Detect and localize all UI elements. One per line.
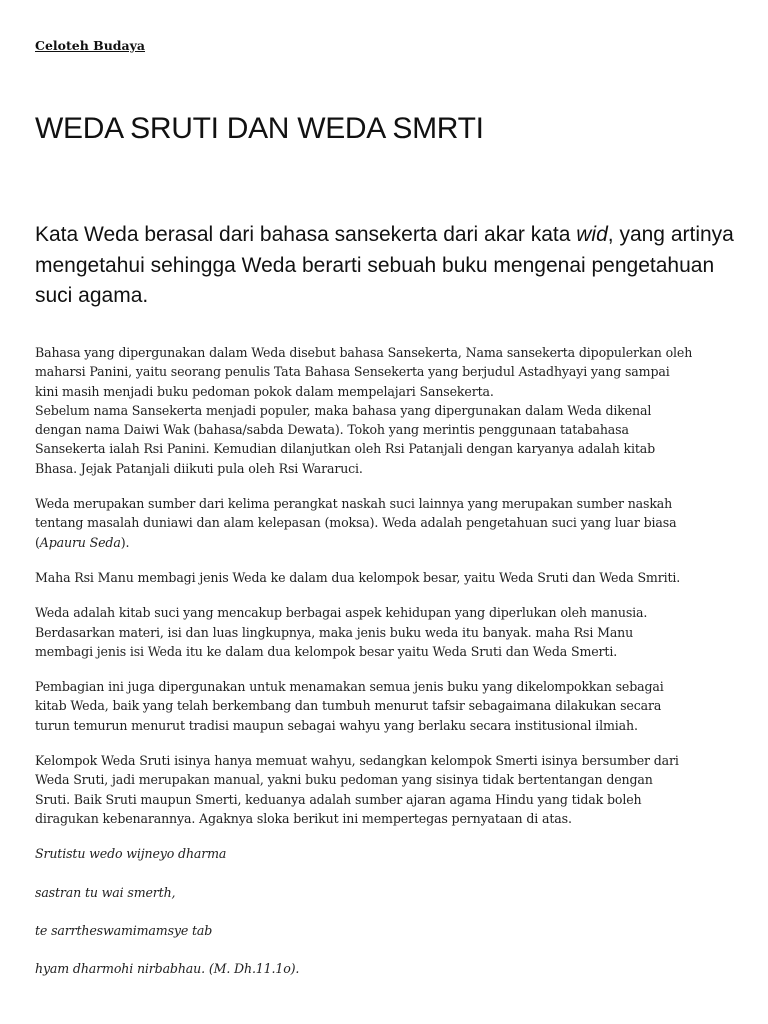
body-line: Kelompok Weda Sruti isinya hanya memuat wahyu, sedangkan kelompok Smerti isinya bersumber dari [35, 753, 679, 769]
body-line: Maha Rsi Manu membagi jenis Weda ke dalam dua kelompok besar, yaitu Weda Sruti dan Weda Smriti. [35, 569, 681, 585]
body-line: Weda merupakan sumber dari kelima perangkat naskah suci lainnya yang merupakan sumber naskah [35, 496, 673, 512]
body-paragraph-4 [35, 603, 735, 661]
body-line: kitab Weda, baik yang telah berkembang dan tumbuh menurut tafsir sebagaimana dilakukan secara [35, 698, 662, 714]
article-body [35, 343, 735, 997]
body-line: kini masih menjadi buku pedoman pokok dalam mempelajari Sansekerta. [35, 383, 494, 399]
paren-close: ). [120, 534, 130, 550]
body-line: turun temurun menurut tradisi maupun sebagai wahyu yang berlaku secara institusional ilmiah. [35, 717, 638, 733]
body-line: Berdasarkan materi, isi dan luas lingkupnya, maka jenis buku weda itu banyak. maha Rsi Manu [35, 624, 634, 640]
body-emphasis: Apauru Seda [39, 534, 121, 550]
body-line: Pembagian ini juga dipergunakan untuk menamakan semua jenis buku yang dikelompokkan sebagai [35, 679, 664, 695]
body-line: Sebelum nama Sansekerta menjadi populer, maka bahasa yang dipergunakan dalam Weda dikenal [35, 402, 652, 418]
body-line: Sruti. Baik Sruti maupun Smerti, keduanya adalah sumber ajaran agama Hindu yang tidak boleh [35, 791, 642, 807]
body-line: Sansekerta ialah Rsi Panini. Kemudian dilanjutkan oleh Rsi Patanjali dengan karyanya adalah kitab [35, 441, 656, 457]
body-paragraph-5 [35, 677, 735, 735]
body-line: Bahasa yang dipergunakan dalam Weda disebut bahasa Sansekerta, Nama sansekerta dipopulerkan oleh [35, 345, 693, 360]
body-line: Weda Sruti, jadi merupakan manual, yakni buku pedoman yang sisinya tidak bertentangan dengan [35, 772, 653, 788]
body-line: Weda adalah kitab suci yang mencakup berbagai aspek kehidupan yang diperlukan oleh manusia. [35, 605, 648, 621]
verse-line-3: te sarrtheswamimamsye tab [35, 922, 213, 938]
body-paragraph-6 [35, 751, 735, 828]
body-line: maharsi Panini, yaitu seorang penulis Tata Bahasa Sensekerta yang berjudul Astadhyayi yang sampai [35, 364, 670, 380]
lead-emphasis: wid [576, 223, 608, 246]
verse-line-2: sastran tu wai smerth, [35, 884, 176, 900]
body-line: tentang masalah duniawi dan alam kelepasan (moksa). Weda adalah pengetahuan suci yang luar biasa [35, 515, 677, 531]
body-line: diragukan kebenarannya. Agaknya sloka berikut ini mempertegas pernyataan di atas. [35, 810, 572, 826]
body-paragraph-2 [35, 494, 735, 552]
body-line: dengan nama Daiwi Wak (bahasa/sabda Dewata). Tokoh yang merintis penggunaan tatabahasa [35, 422, 629, 438]
blog-name-link[interactable]: Celoteh Budaya [35, 38, 146, 53]
body-line: Bhasa. Jejak Patanjali diikuti pula oleh Rsi Wararuci. [35, 460, 363, 476]
body-paragraph-1 [35, 343, 735, 478]
lead-text-after: , yang artinya mengetahui sehingga Weda berarti sebuah buku mengenai pengetahuan suci agama. [35, 223, 734, 307]
verse-line-1: Srutistu wedo wijneyo dharma [35, 846, 227, 862]
lead-paragraph [35, 220, 735, 312]
paren-open: ( [35, 534, 40, 550]
body-line: membagi jenis isi Weda itu ke dalam dua kelompok besar yaitu Weda Sruti dan Weda Smerti. [35, 643, 618, 659]
body-paragraph-3 [35, 568, 735, 587]
body-line [35, 533, 735, 552]
verse-line-4: hyam dharmohi nirbabhau. (M. Dh.11.1o). [35, 961, 300, 977]
article-title: WEDA SRUTI DAN WEDA SMRTI [35, 112, 484, 145]
lead-text-before: Kata Weda berasal dari bahasa sansekerta dari akar kata [35, 223, 577, 246]
